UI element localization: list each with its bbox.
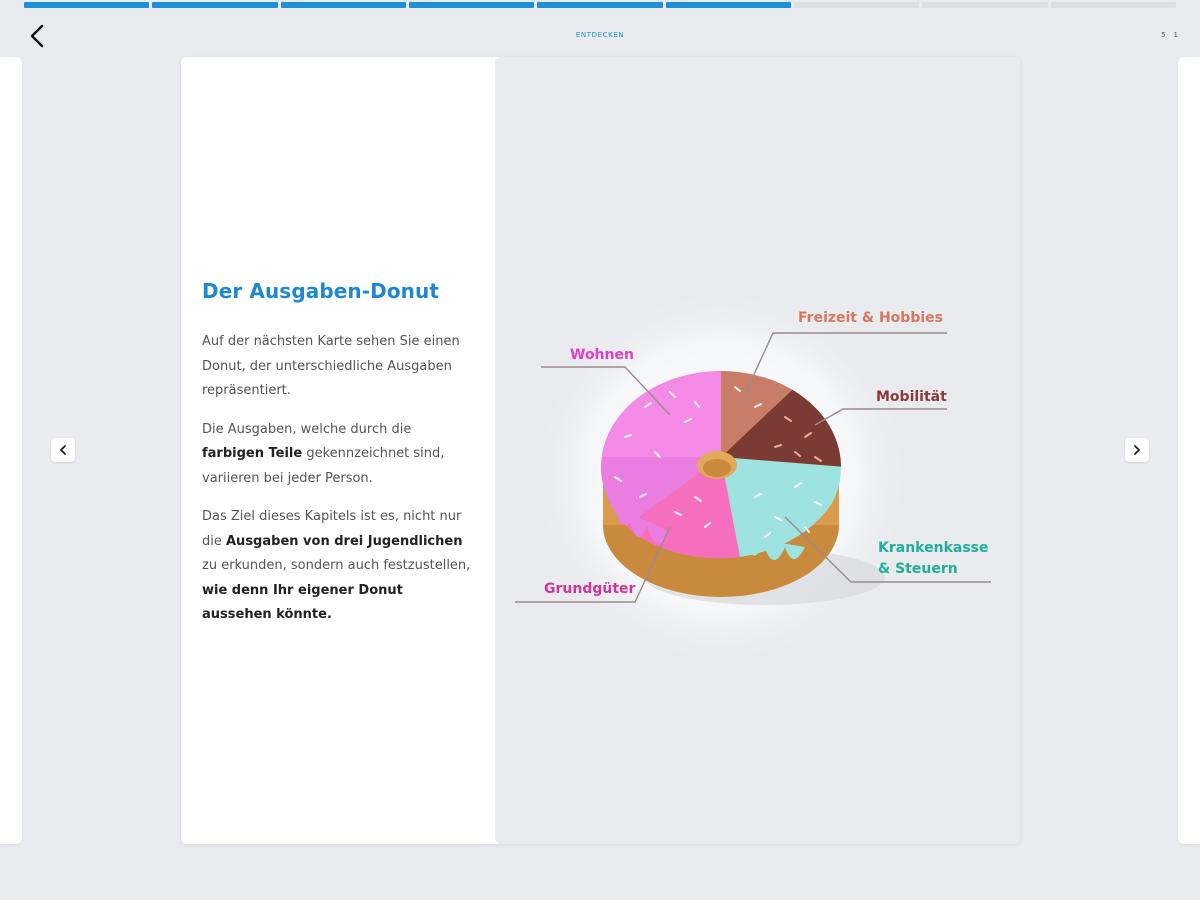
chapter-progress-bar xyxy=(24,2,1176,10)
previous-card-button[interactable] xyxy=(51,438,75,462)
next-card-button[interactable] xyxy=(1125,438,1149,462)
page-counter xyxy=(1161,31,1178,39)
paragraph-2: Die Ausgaben, welche durch die farbigen Teile gekennzeichnet sind, variieren bei jeder Person. xyxy=(202,421,445,486)
progress-segment xyxy=(922,2,1047,8)
content-card xyxy=(181,57,1020,844)
label-krankenkasse: Krankenkasse & Steuern xyxy=(878,540,989,577)
illustration-panel xyxy=(495,57,1020,844)
progress-segment xyxy=(537,2,662,8)
paragraph-3: Das Ziel dieses Kapitels ist es, nicht nur die Ausgaben von drei Jugendlichen zu erkunden, sondern auch festzustellen, wie denn Ihr eigener Donut aussehen könnte. xyxy=(202,509,471,622)
page-total: 1 xyxy=(1173,31,1178,39)
card-title: Der Ausgaben-Donut xyxy=(202,279,440,303)
text-column xyxy=(181,57,495,844)
label-wohnen: Wohnen xyxy=(570,347,634,363)
progress-segment xyxy=(794,2,919,8)
progress-segment xyxy=(666,2,791,8)
label-mobilitaet: Mobilität xyxy=(876,389,947,405)
card-body xyxy=(202,330,472,642)
progress-segment xyxy=(152,2,277,8)
chevron-right-icon xyxy=(1131,444,1143,456)
previous-card-peek[interactable] xyxy=(0,57,22,844)
donut-illustration xyxy=(495,57,1020,844)
section-title: ENTDECKEN xyxy=(575,31,625,39)
progress-segment xyxy=(24,2,149,8)
next-card-peek[interactable] xyxy=(1178,57,1200,844)
label-grundgueter: Grundgüter xyxy=(544,581,636,597)
label-freizeit: Freizeit & Hobbies xyxy=(798,310,943,326)
progress-segment xyxy=(1051,2,1176,8)
progress-segment xyxy=(281,2,406,8)
paragraph-1: Auf der nächsten Karte sehen Sie einen Donut, der unterschiedliche Ausgaben repräsentiert. xyxy=(202,334,460,398)
page-current: 5 xyxy=(1161,31,1166,39)
chevron-left-icon xyxy=(57,444,69,456)
progress-segment xyxy=(409,2,534,8)
